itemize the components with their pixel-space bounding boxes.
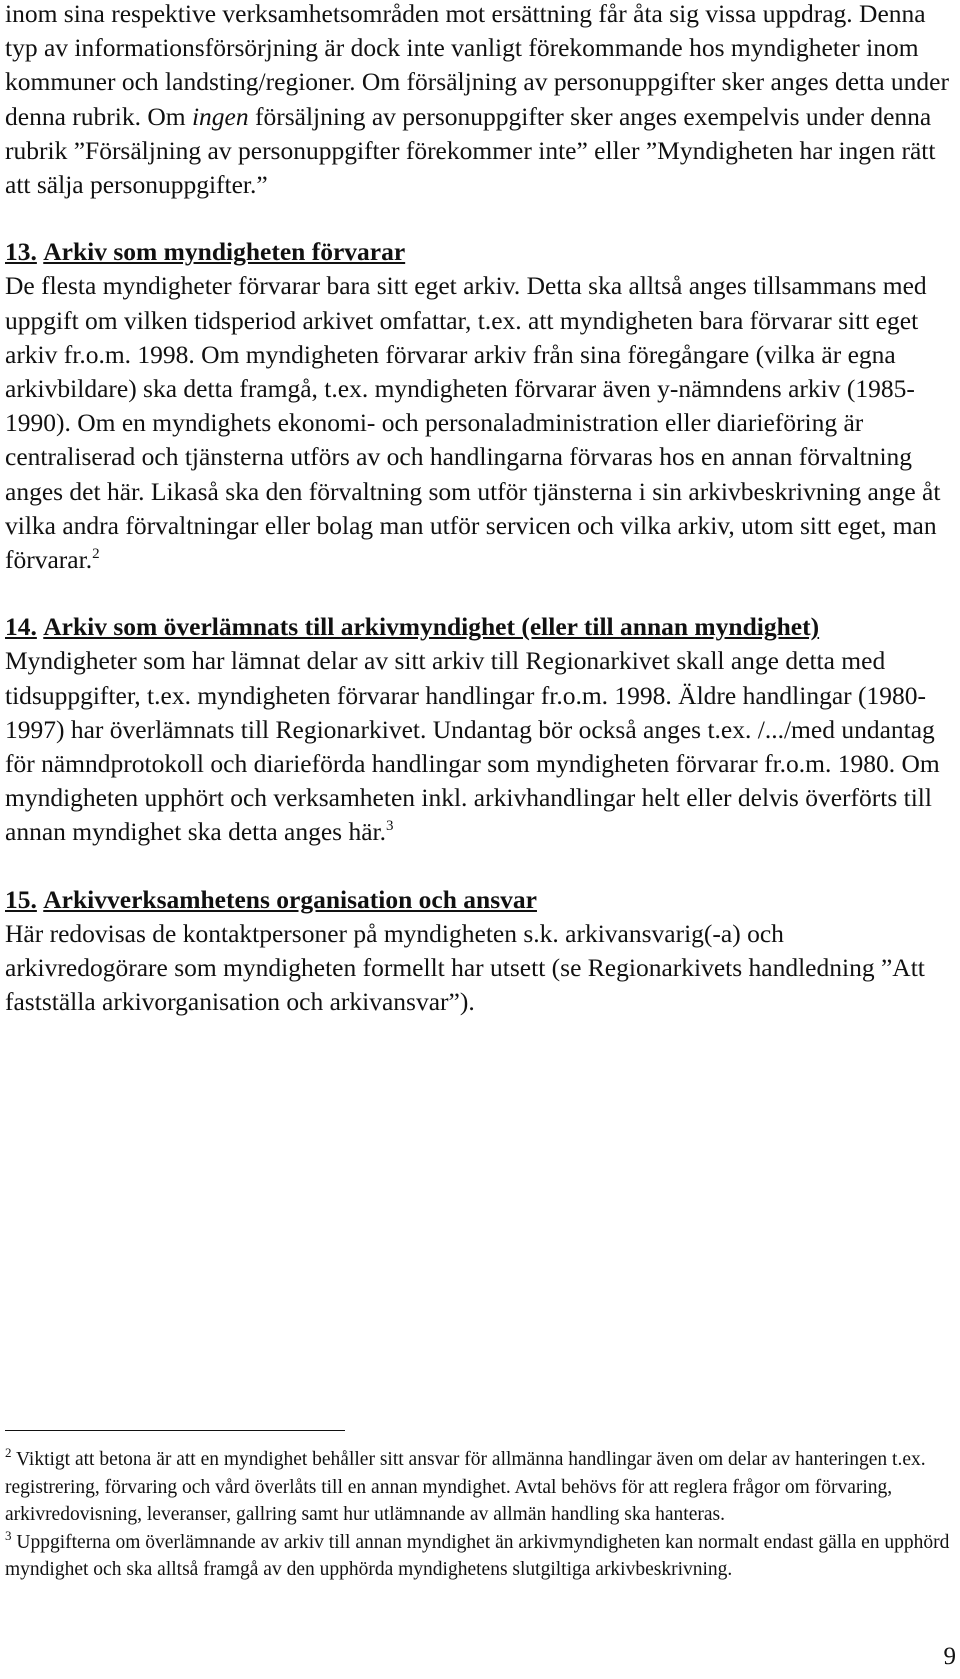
section-number: 14. — [5, 612, 37, 642]
section-body-text: Myndigheter som har lämnat delar av sitt arkiv till Regionarkivet skall ange detta med tidsuppgifter, t.ex. myndigheten förvarar handlingar fr.o.m. 1998. Äldre handlingar (1980-1997) har överlämnats till Regionarkivet. Undantag bör också anges t.ex. /.../med undantag för nämndprotokoll och diarieförda handlingar som myndigheten förvarar fr.o.m. 1980. Om myndigheten upphört och verksamheten inkl. arkivhandlingar helt eller delvis överförts till annan myndighet ska detta anges här. — [5, 646, 940, 847]
section-number: 15. — [5, 884, 37, 914]
intro-italic-word: ingen — [191, 101, 249, 131]
section-14 — [5, 610, 950, 849]
section-body-text: Här redovisas de kontaktpersoner på myndigheten s.k. arkivansvarig(-a) och arkivredogörare som myndigheten formellt har utsett (se Regionarkivets handledning ”Att fastställa arkivorganisation och arkivansvar”). — [5, 918, 925, 1017]
document-page — [5, 0, 950, 1019]
intro-paragraph — [5, 0, 950, 202]
section-body — [5, 269, 950, 577]
footnote-divider — [5, 1430, 345, 1431]
footnote-text: Uppgifterna om överlämnande av arkiv till annan myndighet än arkivmyndigheten kan normalt endast gälla en upphörd myndighet och ska alltså framgå av den upphörda myndighetens slutgiltiga arkivbeskrivning. — [5, 1531, 950, 1580]
section-heading — [5, 610, 950, 644]
section-body-text: De flesta myndigheter förvarar bara sitt eget arkiv. Detta ska alltså anges tillsammans med uppgift om vilken tidsperiod arkivet omfattar, t.ex. att myndigheten bara förvarar sitt eget arkiv fr.o.m. 1998. Om myndigheten förvarar arkiv från sina föregångare (vilka är egna arkivbildare) ska detta framgå, t.ex. myndigheten förvarar även y-nämndens arkiv (1985-1990). Om en myndighets ekonomi- och personaladministration eller diarieföring är centraliserad och tjänsterna utförs av och handlingarna förvaras hos en annan förvaltning anges det här. Likaså ska den förvaltning som utför tjänsterna i sin arkivbeskrivning ange åt vilka andra förvaltningar eller bolag man utför servicen och vilka arkiv, utom sitt eget, man förvarar. — [5, 271, 941, 575]
footnotes — [5, 1446, 950, 1584]
footnote-number: 3 — [5, 1527, 12, 1543]
footnote-text: Viktigt att betona är att en myndighet behåller sitt ansvar för allmänna handlingar även om delar av hanteringen t.ex. registrering, förvaring och vård överlåts till en annan myndighet. Avtal behövs för att reglera frågor om förvaring, arkivredovisning, leveranser, gallring samt hur utlämnande av allmän handling ska hanteras. — [5, 1449, 926, 1525]
footnote-ref: 2 — [92, 546, 100, 563]
footnote-2 — [5, 1446, 950, 1529]
intro-text: inom sina respektive verksamhetsområden mot ersättning får åta sig vissa uppdrag. Denna typ av informationsförsörjning är dock inte vanligt förekommande hos myndigheter inom kommuner och landsting/regioner. Om försäljning av personuppgifter sker anges detta under denna rubrik. Om — [5, 0, 949, 131]
footnote-ref: 3 — [385, 818, 394, 835]
section-13 — [5, 235, 950, 577]
section-title: Arkivverksamhetens organisation och ansvar — [43, 884, 537, 914]
footnote-number: 2 — [5, 1445, 12, 1460]
section-15 — [5, 883, 950, 1020]
intro-text-continued: försäljning av personuppgifter sker anges exempelvis under denna rubrik ”Försäljning av personuppgifter förekommer inte” eller ”Myndigheten har ingen rätt att sälja personuppgifter.” — [5, 101, 936, 200]
section-body — [5, 917, 950, 1020]
footnote-3 — [5, 1529, 950, 1584]
section-heading — [5, 235, 950, 269]
section-heading — [5, 883, 950, 917]
section-body — [5, 644, 950, 849]
page-number: 9 — [943, 1643, 956, 1670]
section-title: Arkiv som överlämnats till arkivmyndighet (eller till annan myndighet) — [43, 612, 820, 642]
section-title: Arkiv som myndigheten förvarar — [43, 237, 406, 267]
section-number: 13. — [5, 237, 37, 267]
